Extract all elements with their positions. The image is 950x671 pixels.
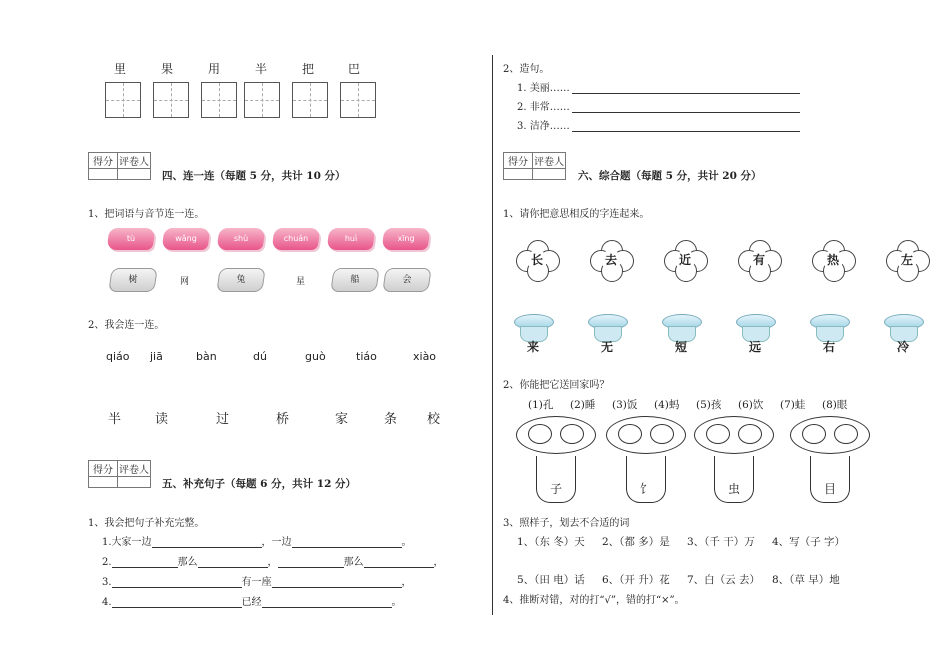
pinyin-item[interactable]: guò (305, 350, 326, 363)
radical-char: 虫 (727, 482, 740, 496)
pinyin-item[interactable]: tiáo (356, 350, 377, 363)
reviewer-cell[interactable] (118, 477, 151, 488)
reviewer-cell[interactable] (533, 169, 566, 180)
blank[interactable] (198, 557, 268, 568)
section-6-q2: 2、你能把它送回家吗？ (503, 380, 610, 391)
flower-card[interactable] (738, 240, 780, 280)
pinyin-item[interactable]: jiā (150, 350, 163, 363)
word-choice[interactable]: 6、（开 升）花 (602, 574, 670, 586)
score-cell[interactable] (89, 169, 118, 180)
char-1: 里 (114, 62, 127, 76)
blank[interactable] (572, 83, 800, 94)
score-cell[interactable] (89, 477, 118, 488)
sentence-3: 3. 有一座 ， (102, 577, 412, 588)
option-item[interactable]: (2)睡 (570, 399, 596, 411)
hanzi-item[interactable]: 家 (335, 412, 349, 427)
option-item[interactable]: (4)蚂 (654, 399, 680, 411)
pinyin-item[interactable]: dú (253, 350, 267, 363)
pink-pillow[interactable]: tù (106, 228, 155, 250)
char-2: 果 (161, 62, 174, 76)
option-item[interactable]: (6)饮 (738, 399, 764, 411)
pot-card[interactable] (586, 314, 628, 358)
grey-pillow[interactable]: 会 (382, 268, 431, 292)
hanzi-item[interactable]: 过 (216, 412, 230, 427)
pot-char: 无 (600, 340, 613, 354)
char-3: 用 (208, 62, 221, 76)
pinyin-item[interactable]: qiáo (106, 350, 130, 363)
word-choice[interactable]: 7、白（云 去） (687, 574, 761, 586)
score-label: 得分 (89, 461, 118, 477)
pot-char: 短 (674, 340, 687, 354)
section-4-title: 四、连一连（每题 5 分，共计 10 分） (162, 170, 346, 182)
blank[interactable] (112, 597, 242, 608)
sentence-2: 2. 那么 ， 那么 ， (102, 557, 444, 568)
pot-card[interactable] (734, 314, 776, 358)
answer-circle[interactable] (528, 424, 552, 444)
reviewer-label: 评卷人 (118, 461, 151, 477)
blank[interactable] (292, 537, 402, 548)
answer-circle[interactable] (560, 424, 584, 444)
flower-char: 左 (900, 253, 913, 267)
blank[interactable] (112, 557, 178, 568)
pinyin-item[interactable]: bàn (196, 350, 217, 363)
pink-pillow[interactable]: huì (326, 228, 375, 250)
pot-char: 右 (822, 340, 835, 354)
option-item[interactable]: (3)饭 (612, 399, 638, 411)
flower-char: 有 (752, 253, 765, 267)
blank[interactable] (272, 577, 402, 588)
score-table-4 (88, 152, 151, 180)
flower-char: 长 (530, 253, 543, 267)
flower-char: 去 (604, 253, 617, 267)
flower-card[interactable] (516, 240, 558, 280)
blank[interactable] (572, 121, 800, 132)
pink-pillow[interactable]: chuán (271, 228, 320, 250)
char-6: 巴 (348, 62, 361, 76)
radical-char: 目 (823, 482, 836, 496)
pink-pillow[interactable]: xīng (381, 228, 430, 250)
option-item[interactable]: (5)孩 (696, 399, 722, 411)
right-q2: 2、造句。 (503, 64, 550, 75)
flower-char: 近 (678, 253, 691, 267)
hanzi-item[interactable]: 条 (384, 412, 398, 427)
section-6-q4: 4、推断对错，对的打“√”，错的打“×”。 (503, 595, 685, 606)
sentence-4: 4. 已经 。 (102, 597, 402, 608)
answer-circle[interactable] (706, 424, 730, 444)
answer-circle[interactable] (650, 424, 674, 444)
pot-char: 冷 (896, 340, 909, 354)
section-5-q1: 1、我会把句子补充完整。 (88, 518, 205, 529)
blank[interactable] (262, 597, 392, 608)
word-choice[interactable]: 8、（草 早）地 (772, 574, 840, 586)
reviewer-label: 评卷人 (533, 153, 566, 169)
writing-box[interactable] (244, 82, 280, 118)
reviewer-label: 评卷人 (118, 153, 151, 169)
writing-box[interactable] (153, 82, 189, 118)
score-label: 得分 (504, 153, 533, 169)
pink-pillow[interactable]: shù (216, 228, 265, 250)
pot-card[interactable] (882, 314, 924, 358)
blank[interactable] (572, 102, 800, 113)
char-4: 半 (255, 62, 268, 76)
pot-char: 来 (526, 340, 539, 354)
pot-card[interactable] (660, 314, 702, 358)
word-choice[interactable]: 2、（都 多）是 (602, 536, 670, 548)
option-item[interactable]: (8)眼 (822, 399, 848, 411)
answer-circle[interactable] (618, 424, 642, 444)
section-6-title: 六、综合题（每题 5 分，共计 20 分） (578, 170, 762, 182)
blank[interactable] (278, 557, 344, 568)
blank[interactable] (112, 577, 242, 588)
flower-card[interactable] (590, 240, 632, 280)
blank[interactable] (152, 537, 262, 548)
make-sentence-3: 3. 洁净…… (517, 117, 800, 132)
answer-circle[interactable] (802, 424, 826, 444)
word-item[interactable]: 网 (180, 277, 190, 287)
mushroom-house[interactable] (694, 416, 774, 506)
reviewer-cell[interactable] (118, 169, 151, 180)
mushroom-house[interactable] (790, 416, 870, 506)
flower-card[interactable] (664, 240, 706, 280)
pot-char: 远 (748, 340, 761, 354)
score-table-6 (503, 152, 566, 180)
radical-char: 饣 (639, 482, 652, 496)
grey-pillow[interactable]: 船 (330, 268, 379, 292)
writing-box[interactable] (105, 82, 141, 118)
mushroom-house[interactable] (516, 416, 596, 506)
grey-pillow[interactable]: 树 (108, 268, 157, 292)
make-sentence-1: 1. 美丽…… (517, 79, 800, 94)
word-choice[interactable]: 4、写（子 字） (772, 536, 846, 548)
word-choice[interactable]: 5、（田 电）话 (517, 574, 585, 586)
section-6-q1: 1、请你把意思相反的字连起来。 (503, 209, 650, 220)
section-5-title: 五、补充句子（每题 6 分，共计 12 分） (162, 478, 357, 490)
answer-circle[interactable] (834, 424, 858, 444)
answer-circle[interactable] (738, 424, 762, 444)
hanzi-item[interactable]: 桥 (276, 412, 290, 427)
writing-box[interactable] (340, 82, 376, 118)
option-item[interactable]: (1)孔 (528, 399, 554, 411)
hanzi-item[interactable]: 读 (155, 412, 169, 427)
flower-card[interactable] (886, 240, 928, 280)
section-6-q3: 3、照样子，划去不合适的词 (503, 518, 630, 529)
column-divider (492, 55, 493, 615)
score-table-5 (88, 460, 151, 488)
grey-pillow[interactable]: 兔 (216, 268, 265, 292)
char-5: 把 (302, 62, 315, 76)
flower-char: 热 (826, 253, 839, 267)
hanzi-item[interactable]: 半 (108, 412, 122, 427)
radical-char: 子 (549, 482, 562, 496)
make-sentence-2: 2. 非常…… (517, 98, 800, 113)
mushroom-house[interactable] (606, 416, 686, 506)
hanzi-item[interactable]: 校 (427, 412, 441, 427)
sentence-1: 1.大家一边 ，一边 。 (102, 537, 412, 548)
character-writing-grid (104, 60, 384, 130)
word-choice[interactable]: 3、（千 干）万 (687, 536, 755, 548)
writing-box[interactable] (201, 82, 237, 118)
word-choice[interactable]: 1、（东 冬）天 (517, 536, 585, 548)
blank[interactable] (364, 557, 434, 568)
flower-card[interactable] (812, 240, 854, 280)
section-4-q1: 1、把词语与音节连一连。 (88, 209, 205, 220)
pinyin-item[interactable]: xiào (413, 350, 437, 363)
section-4-q2: 2、我会连一连。 (88, 320, 165, 331)
score-cell[interactable] (504, 169, 533, 180)
option-item[interactable]: (7)蛙 (780, 399, 806, 411)
pot-card[interactable] (808, 314, 850, 358)
score-label: 得分 (89, 153, 118, 169)
pink-pillow[interactable]: wǎng (161, 228, 210, 250)
pot-card[interactable] (512, 314, 554, 358)
word-item[interactable]: 星 (296, 277, 306, 287)
writing-box[interactable] (292, 82, 328, 118)
